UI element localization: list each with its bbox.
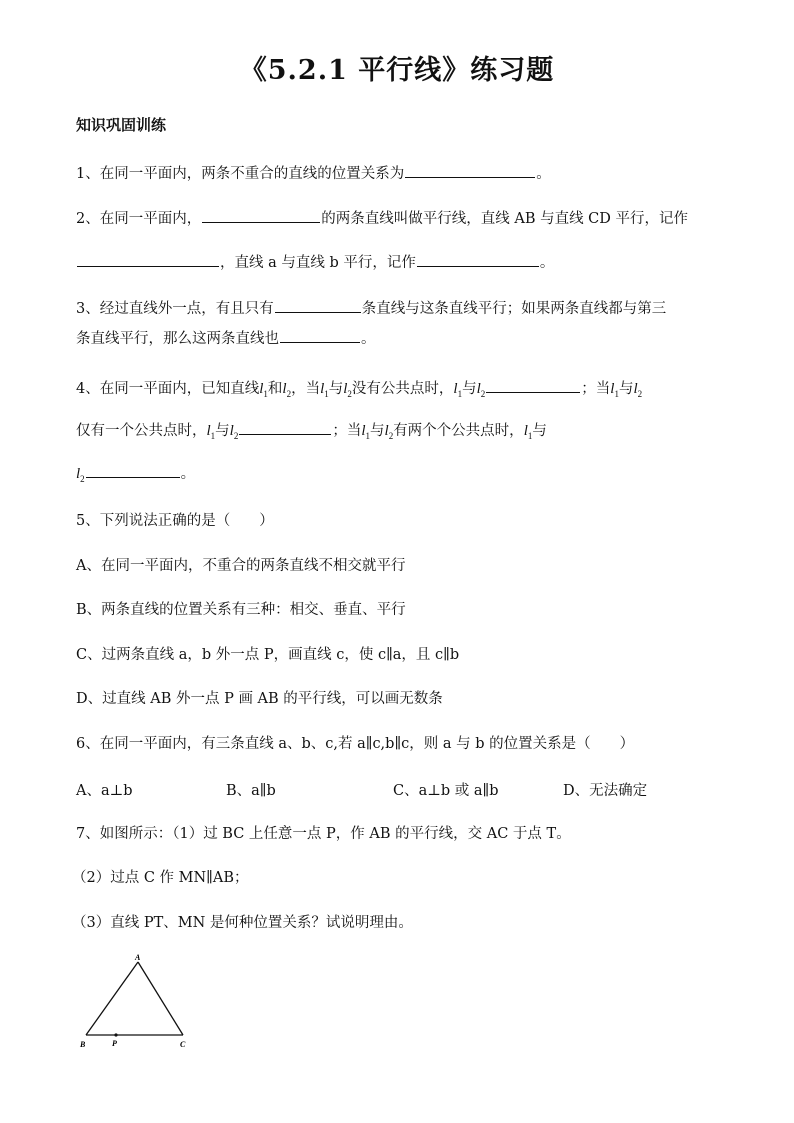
symbol-l1: $l_1$ bbox=[453, 381, 463, 399]
symbol-l1: $l_1$ bbox=[259, 381, 268, 399]
q3-text-d: 。 bbox=[361, 331, 376, 347]
q4-yu: 与 bbox=[618, 381, 634, 397]
q4-text-e: 。 bbox=[180, 466, 196, 482]
symbol-l1: $l_1$ bbox=[361, 423, 371, 441]
q3-blank-2[interactable] bbox=[280, 328, 360, 343]
question-1 bbox=[76, 163, 551, 184]
question-7-part-2: （2）过点 C 作 MN∥AB； bbox=[72, 870, 249, 886]
q6-option-c[interactable]: C、a⊥b 或 a∥b bbox=[393, 783, 499, 799]
q4-he: 和 bbox=[267, 381, 283, 397]
symbol-l2: $l_2$ bbox=[633, 381, 643, 399]
page-title: 《5.2.1 平行线》练习题 bbox=[239, 55, 555, 86]
q2-blank-2[interactable] bbox=[77, 252, 219, 267]
q2-text-b: 的两条直线叫做平行线，直线 AB 与直线 CD 平行，记作 bbox=[321, 211, 689, 227]
symbol-l2: $l_2$ bbox=[282, 381, 292, 399]
q5-option-c[interactable]: C、过两条直线 a，b 外一点 P，画直线 c，使 c∥a，且 c∥b bbox=[76, 647, 460, 663]
side-ab bbox=[86, 962, 138, 1035]
q5-option-d[interactable]: D、过直线 AB 外一点 P 画 AB 的平行线，可以画无数条 bbox=[76, 691, 443, 707]
q4-blank-1[interactable] bbox=[486, 378, 580, 393]
q2-blank-3[interactable] bbox=[417, 252, 539, 267]
q1-end: 。 bbox=[536, 166, 551, 182]
side-ac bbox=[138, 962, 183, 1035]
q4-yu: 与 bbox=[370, 423, 385, 439]
q1-text: 1、在同一平面内，两条不重合的直线的位置关系为 bbox=[76, 166, 405, 182]
symbol-l2: $l_2$ bbox=[229, 423, 239, 441]
label-b: B bbox=[80, 1040, 86, 1049]
question-2-line-2 bbox=[76, 252, 554, 273]
q3-blank-1[interactable] bbox=[275, 298, 361, 313]
question-5-stem: 5、下列说法正确的是（ ） bbox=[76, 513, 274, 529]
point-p-marker bbox=[114, 1033, 117, 1036]
symbol-l2: $l_2$ bbox=[476, 381, 486, 399]
question-6-stem: 6、在同一平面内，有三条直线 a、b、c,若 a∥c,b∥c，则 a 与 b 的位置关系是（ ） bbox=[76, 736, 635, 752]
label-a: A bbox=[135, 953, 141, 962]
q4-text-a: 4、在同一平面内，已知直线 bbox=[76, 381, 260, 397]
question-2-line-1 bbox=[76, 208, 688, 229]
q6-option-b[interactable]: B、a∥b bbox=[226, 783, 276, 799]
q4-yu: 与 bbox=[532, 423, 547, 439]
q4-blank-3[interactable] bbox=[86, 463, 180, 478]
question-7-part-3: （3）直线 PT、MN 是何种位置关系？试说明理由。 bbox=[72, 915, 413, 931]
triangle-figure bbox=[76, 950, 196, 1050]
q5-option-b[interactable]: B、两条直线的位置关系有三种：相交、垂直、平行 bbox=[76, 602, 406, 618]
label-p: P bbox=[112, 1039, 117, 1048]
symbol-l1: $l_1$ bbox=[320, 381, 329, 399]
q2-text-d: 。 bbox=[539, 255, 555, 271]
symbol-l1: $l_1$ bbox=[206, 423, 216, 441]
question-4-line-3 bbox=[76, 463, 195, 489]
question-3-line-2 bbox=[76, 328, 376, 349]
question-7-stem: 7、如图所示：（1）过 BC 上任意一点 P，作 AB 的平行线，交 AC 于点 T。 bbox=[76, 826, 571, 842]
question-4-line-2 bbox=[76, 420, 547, 446]
q6-option-a[interactable]: A、a⊥b bbox=[76, 783, 133, 799]
q2-blank-1[interactable] bbox=[202, 208, 320, 223]
symbol-l2: $l_2$ bbox=[76, 466, 85, 484]
label-c: C bbox=[180, 1040, 186, 1049]
question-4-line-1 bbox=[76, 378, 642, 404]
q2-text-c: ，直线 a 与直线 b 平行，记作 bbox=[220, 255, 416, 271]
section-heading: 知识巩固训练 bbox=[76, 116, 167, 134]
q2-text-a: 2、在同一平面内， bbox=[76, 211, 202, 227]
symbol-l2: $l_2$ bbox=[384, 423, 394, 441]
q5-option-a[interactable]: A、在同一平面内，不重合的两条直线不相交就平行 bbox=[76, 558, 406, 574]
q4-semi: ；当 bbox=[581, 381, 611, 397]
q4-blank-2[interactable] bbox=[239, 420, 331, 435]
symbol-l1: $l_1$ bbox=[523, 423, 533, 441]
question-3-line-1 bbox=[76, 298, 666, 319]
q3-text-c: 条直线平行，那么这两条直线也 bbox=[76, 331, 279, 347]
q4-yu: 与 bbox=[328, 381, 344, 397]
q3-text-a: 3、经过直线外一点，有且只有 bbox=[76, 301, 274, 317]
q6-option-d[interactable]: D、无法确定 bbox=[563, 783, 648, 799]
q4-text-d: 有两个个公共点时， bbox=[393, 423, 524, 439]
q4-semi: ；当 bbox=[332, 423, 362, 439]
q4-text-c: 仅有一个公共点时， bbox=[76, 423, 207, 439]
q4-yu: 与 bbox=[462, 381, 477, 397]
q4-text-b: 没有公共点时， bbox=[351, 381, 454, 397]
q4-yu: 与 bbox=[215, 423, 230, 439]
q1-blank[interactable] bbox=[405, 163, 535, 178]
q3-text-b: 条直线与这条直线平行；如果两条直线都与第三 bbox=[361, 301, 667, 317]
symbol-l2: $l_2$ bbox=[343, 381, 352, 399]
symbol-l1: $l_1$ bbox=[610, 381, 619, 399]
q4-comma: ，当 bbox=[291, 381, 321, 397]
